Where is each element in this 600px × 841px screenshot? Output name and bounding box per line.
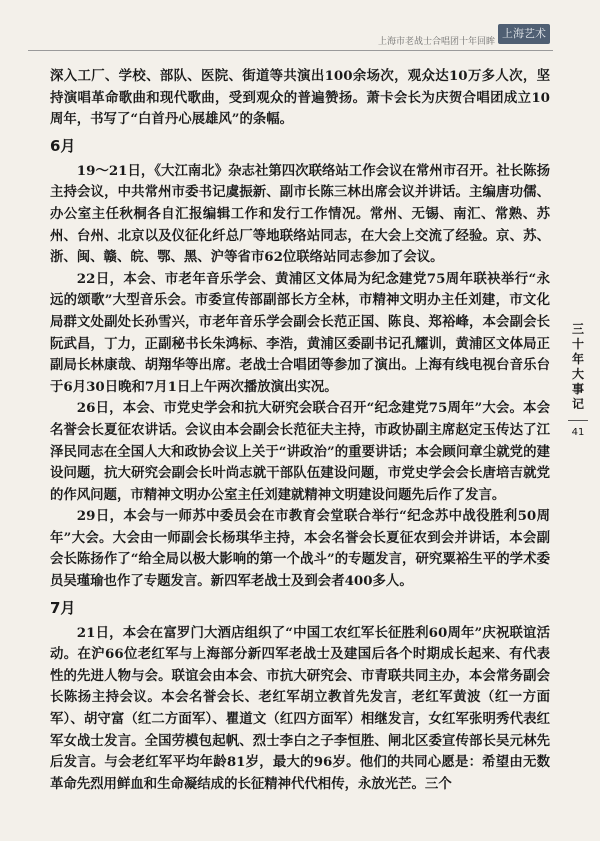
running-title: 上海市老战士合唱团十年回眸 xyxy=(377,37,495,47)
header-rule xyxy=(28,50,553,51)
header-logo: 上海艺术 xyxy=(498,24,550,44)
month-heading-july: 7月 xyxy=(50,598,76,617)
paragraph-july-21: 21日，本会在富罗门大酒店组织了“中国工农红军长征胜利60周年”庆祝联谊活动。在沪66位老红军与上海部分新四军老战士及建国后各个时期成长起来、有代表性的先进人物与会。联谊会由本会、市抗大研究会、市青联共同主办，本会常务副会长陈扬主持会议。本会名誉会长、老红军胡立教首先发言，老红军黄波（红一方面军）、胡守富（红二方面军）、瞿道文（红四方面军）相继发言，女红军张明秀代表红军女战士发言。全国劳模包起帆、烈士李白之子李恒胜、闸北区委宣传部长吴元林先后发言。与会老红军平均年龄81岁，最大的96岁。他们的共同心愿是：希望由无数革命先烈用鲜血和生命凝结成的长征精神代代相传，永放光芒。三个 xyxy=(50,624,550,792)
paragraph-continued: 深入工厂、学校、部队、医院、街道等共演出100余场次，观众达10万多人次，坚持演唱革命歌曲和现代歌曲，受到观众的普遍赞扬。萧卡会长为庆贺合唱团成立10周年，书写了“白首丹心展雄风”的条幅。 xyxy=(50,68,550,128)
side-rule xyxy=(568,420,588,421)
paragraph-june-22: 22日，本会、市老年音乐学会、黄浦区文体局为纪念建党75周年联袂举行“永远的颂歌”大型音乐会。市委宣传部副部长方全林，市精神文明办主任刘建，市文化局群文处副处长孙雪兴，市老年音乐学会副会长范正国、陈良、郑裕峰，本会副会长阮武昌，丁力，正副秘书长朱鸿标、李浩，黄浦区委副书记孔耀训，黄浦区文体局正副局长林康哉、胡翔华等出席。老战士合唱团等参加了演出。上海有线电视台音乐台于6月30日晚和7月1日上午两次播放演出实况。 xyxy=(50,270,550,395)
paragraph-june-26: 26日，本会、市党史学会和抗大研究会联合召开“纪念建党75周年”大会。本会名誉会长夏征农讲话。会议由本会副会长范征夫主持，市政协副主席赵定玉传达了江泽民同志在全国人大和政协会议上关于“讲政治”的重要讲话；本会顾问章尘就党的建设问题，抗大研究会副会长叶尚志就干部队伍建设问题，市党史学会会长唐培吉就党的作风问题，市精神文明办公室主任刘建就精神文明建设问题先后作了发言。 xyxy=(50,400,550,503)
month-heading-june: 6月 xyxy=(50,136,76,155)
paragraph-june-29: 29日，本会与一师苏中委员会在市教育会堂联合举行“纪念苏中战役胜利50周年”大会。大会由一师副会长杨琪华主持，本会名誉会长夏征农到会并讲话，本会副会长陈扬作了“给全局以极大影响的第一个战斗”的专题发言，研究粟裕生平的学术委员吴瑾瑜也作了专题发言。新四军老战士及到会者400多人。 xyxy=(50,508,550,590)
page-number: 41 xyxy=(571,427,585,438)
side-section-title: 三 十 年 大 事 记 xyxy=(571,322,584,411)
page-body xyxy=(50,66,550,795)
side-tab xyxy=(568,322,588,438)
paragraph-june-19: 19～21日，《大江南北》杂志社第四次联络站工作会议在常州市召开。社长陈扬主持会议，中共常州市委书记虞振新、副市长陈三林出席会议并讲话。主编唐功儒、办公室主任秋桐各自汇报编辑工作和发行工作情况。常州、无锡、南汇、常熟、苏州、台州、北京以及仪征化纤总厂等地联络站同志，在大会上交流了经验。京、苏、浙、闽、赣、皖、鄂、黑、沪等省市62位联络站同志参加了会议。 xyxy=(50,162,550,266)
